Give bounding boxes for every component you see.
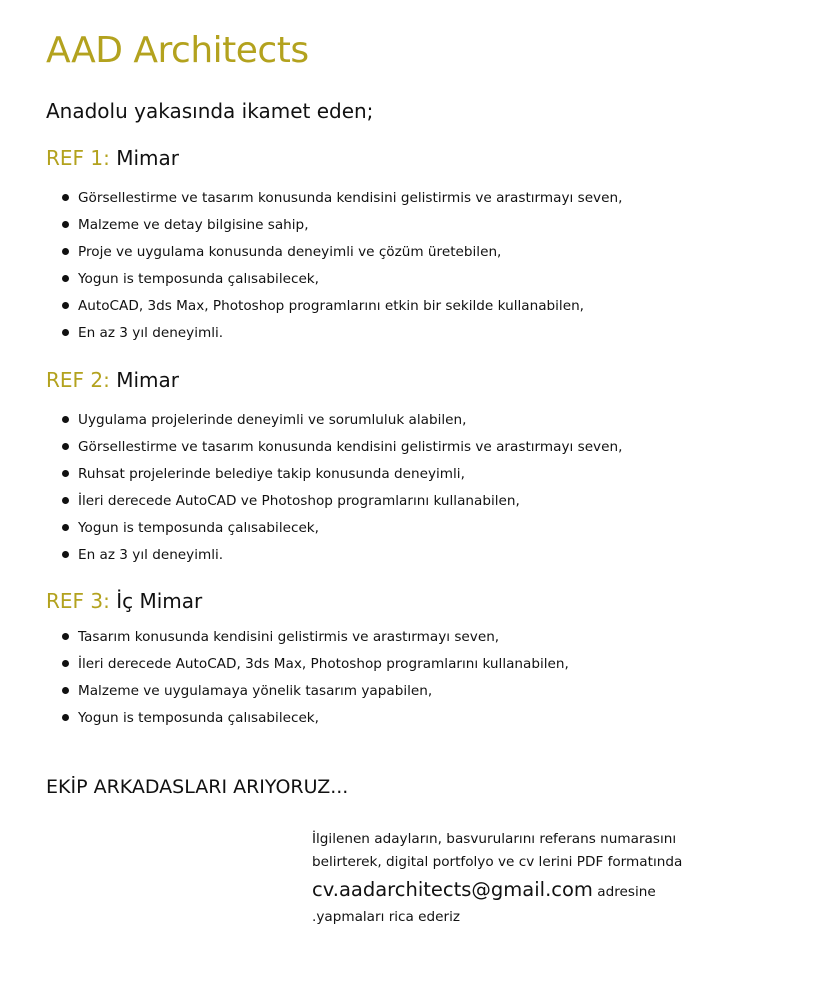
bullet-icon [62,302,69,309]
list-item: Uygulama projelerinde deneyimli ve sorumluluk alabilen, [62,407,622,434]
ref-1-role: Mimar [116,146,179,170]
ref-3-role: İç Mimar [116,589,203,613]
intro-text: Anadolu yakasında ikamet eden; [46,99,374,123]
ref-1-code: REF 1: [46,146,110,170]
contact-block [312,828,772,929]
ref-3-code: REF 3: [46,589,110,613]
list-item: İleri derecede AutoCAD ve Photoshop programlarını kullanabilen, [62,488,622,515]
bullet-icon [62,443,69,450]
list-item: Malzeme ve uygulamaya yönelik tasarım yapabilen, [62,678,569,705]
ref-1-heading [46,146,179,170]
list-item: Yogun is temposunda çalısabilecek, [62,515,622,542]
bullet-icon [62,551,69,558]
bullet-icon [62,497,69,504]
ref-1-requirements [62,185,622,347]
company-title: AAD Architects [46,30,309,71]
bullet-icon [62,470,69,477]
contact-email-suffix: adresine [597,884,656,900]
list-item: Yogun is temposunda çalısabilecek, [62,705,569,732]
bullet-icon [62,221,69,228]
bullet-icon [62,416,69,423]
list-item: En az 3 yıl deneyimli. [62,320,622,347]
list-item: Görsellestirme ve tasarım konusunda kendisini gelistirmis ve arastırmayı seven, [62,434,622,461]
bullet-icon [62,687,69,694]
list-item: Ruhsat projelerinde belediye takip konusunda deneyimli, [62,461,622,488]
list-item: Proje ve uygulama konusunda deneyimli ve çözüm üretebilen, [62,239,622,266]
list-item: En az 3 yıl deneyimli. [62,542,622,569]
ref-2-role: Mimar [116,368,179,392]
contact-line-1: İlgilenen adayların, basvurularını referans numarasını [312,831,677,847]
list-item: Tasarım konusunda kendisini gelistirmis ve arastırmayı seven, [62,624,569,651]
ref-3-heading [46,589,202,613]
bullet-icon [62,633,69,640]
list-item: İleri derecede AutoCAD, 3ds Max, Photoshop programlarını kullanabilen, [62,651,569,678]
ref-2-requirements [62,407,622,569]
bullet-icon [62,194,69,201]
bullet-icon [62,275,69,282]
contact-line-2: belirterek, digital portfolyo ve cv lerini PDF formatında [312,854,683,870]
bullet-icon [62,714,69,721]
list-item: Görsellestirme ve tasarım konusunda kendisini gelistirmis ve arastırmayı seven, [62,185,622,212]
bullet-icon [62,660,69,667]
bullet-icon [62,524,69,531]
ref-3-requirements [62,624,569,732]
contact-email: cv.aadarchitects@gmail.com [312,878,593,901]
ref-2-code: REF 2: [46,368,110,392]
bullet-icon [62,329,69,336]
list-item: AutoCAD, 3ds Max, Photoshop programlarını etkin bir sekilde kullanabilen, [62,293,622,320]
ref-2-heading [46,368,179,392]
contact-email-line [312,874,772,906]
list-item: Yogun is temposunda çalısabilecek, [62,266,622,293]
list-item: Malzeme ve detay bilgisine sahip, [62,212,622,239]
bullet-icon [62,248,69,255]
team-heading: EKİP ARKADASLARI ARIYORUZ... [46,776,349,798]
contact-line-4: .yapmaları rica ederiz [312,909,461,925]
